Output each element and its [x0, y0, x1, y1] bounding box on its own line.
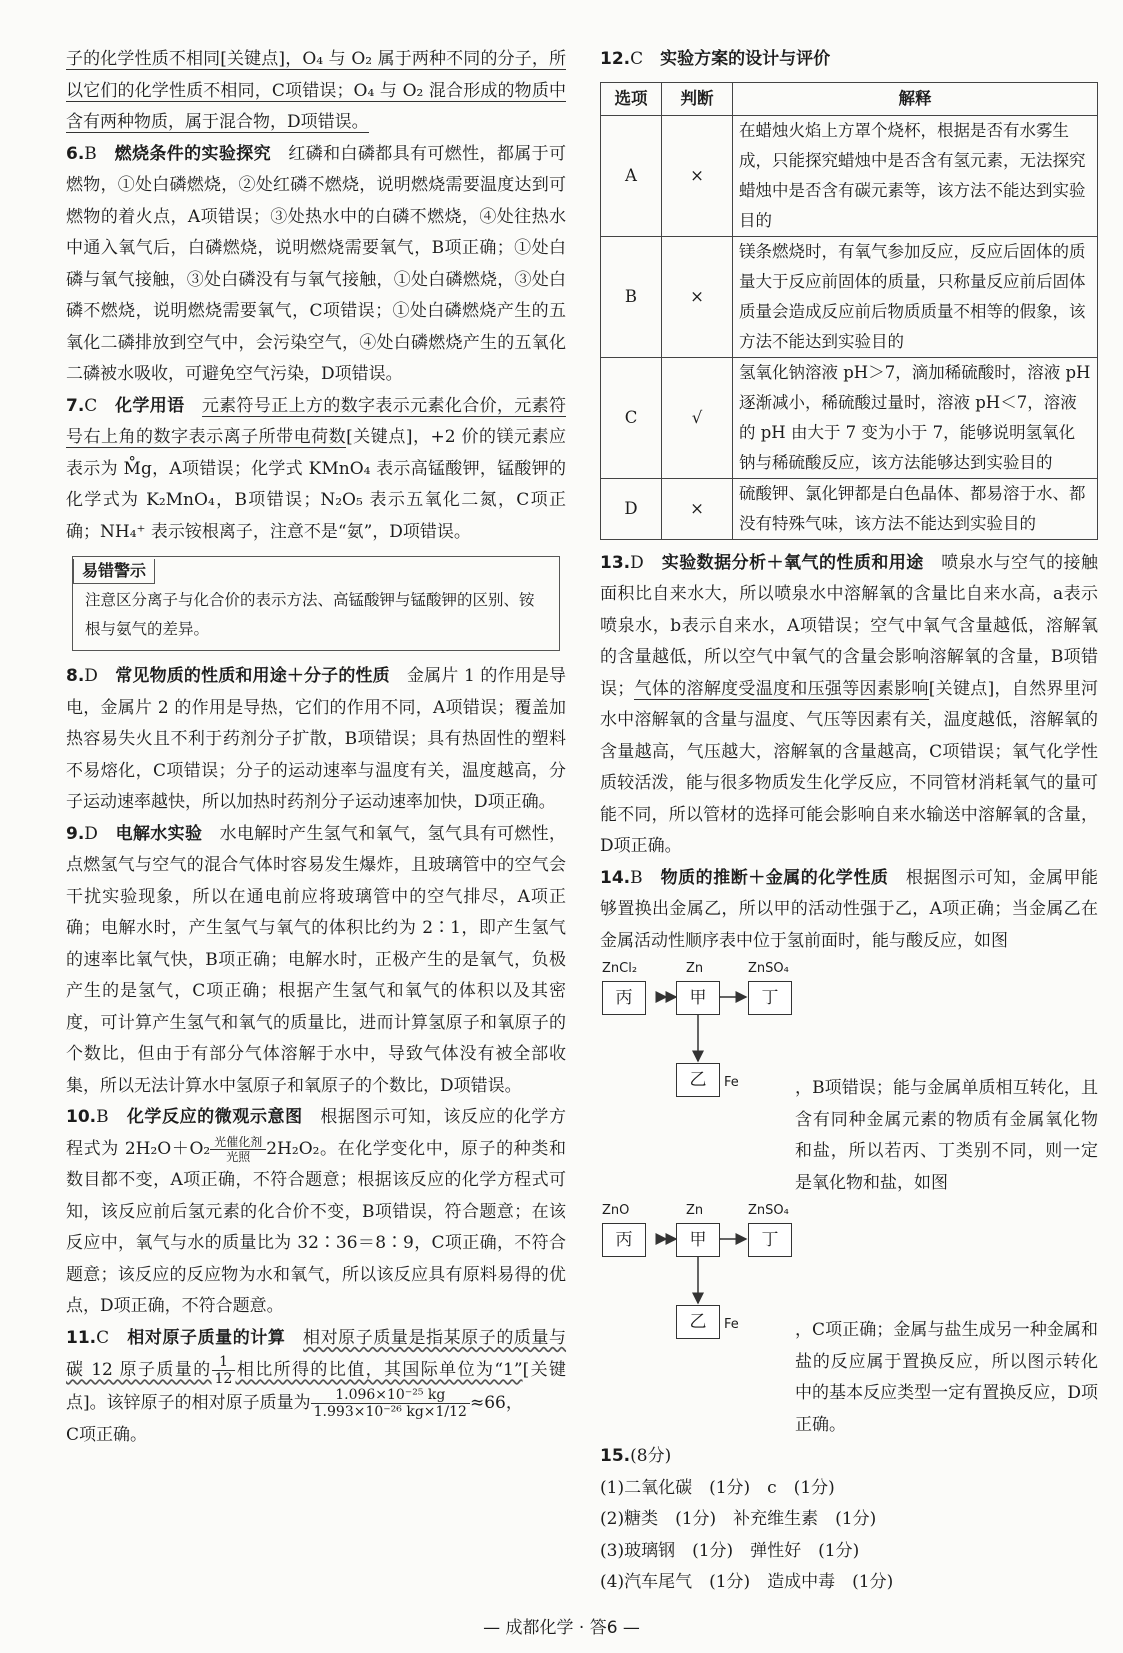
box-bing: 丙: [602, 981, 646, 1015]
warning-head: 易错警示: [73, 559, 155, 584]
row-option: D: [601, 478, 662, 539]
q15-line: (4)汽车尾气 (1分) 造成中毒 (1分): [600, 1572, 894, 1592]
label-yi: Fe: [724, 1075, 739, 1090]
q14-cont-1: ，B项错误；能与金属单质相互转化，且含有同种金属元素的物质有金属氧化物和盐，所以若丙、丁类别不同，则一定是氧化物和盐，如图: [795, 1078, 1098, 1193]
q14-cont-2: ，C项正确；金属与盐生成另一种金属和盐的反应属于置换反应，所以图示转化中的基本反应类型一定有置换反应，D项正确。: [795, 1320, 1098, 1435]
table-row: [601, 478, 1098, 539]
header-judge: 判断: [662, 82, 733, 115]
conversion-diagram-2: [600, 1203, 820, 1353]
conversion-diagram-1: [600, 961, 820, 1111]
row-judge: √: [662, 357, 733, 478]
row-explain: 镁条燃烧时，有氧气参加反应，反应后固体的质量大于反应前固体的质量，只称量反应前后固体质量会造成反应前后物质质量不相等的假象，该方法不能达到实验目的: [733, 236, 1098, 357]
atomic-mass-fraction: $\frac{\text{1.096×10⁻²⁵ kg}}{\text{1.993×10⁻²⁶ kg×1/12}}$: [311, 1387, 470, 1420]
intro-paragraph: 子的化学性质不相同[关键点]，O₄ 与 O₂ 属于两种不同的分子，所以它们的化学性质不相同，C项错误；O₄ 与 O₂ 混合形成的物质中含有两种物质，属于混合物，D项错误。: [66, 49, 566, 132]
q8: 8.D 常见物质的性质和用途＋分子的性质 金属片 1 的作用是导电，金属片 2 的作用是导热，它们的作用不同，A项错误；覆盖加热容易失火且不利于药剂分子扩散，B项错误；具有热固性的塑料不易熔化，C项错误；分子的运动速率与温度有关，温度越高，分子运动速率越快，所以加热时药剂分子运动速率加快，D项正确。: [66, 666, 567, 812]
q11: 11.C 相对原子质量的计算 相对原子质量是指某原子的质量与碳 12 原子质量的 $\frac{1}{12}$ 相比所得的比值，其国际单位为“1”[关键点]。该锌原子的相对原子质量为 $\frac{\text{1.096×10⁻²⁵ kg}}{\text{1.993×10⁻²⁶ kg×1/12}}$ ≈66， C项正确。: [66, 1327, 567, 1445]
box-jia: 甲: [676, 981, 720, 1015]
q15-line: (2)糖类 (1分) 补充维生素 (1分): [600, 1509, 877, 1529]
label-yi: Fe: [724, 1317, 739, 1332]
q15-line: (3)玻璃钢 (1分) 弹性好 (1分): [600, 1540, 860, 1561]
label-jia: Zn: [686, 961, 704, 976]
q15: 15.(8分): [600, 1446, 672, 1466]
reaction-condition: 光催化剂 光照: [210, 1135, 266, 1164]
row-explain: 氢氧化钠溶液 pH＞7，滴加稀硫酸时，溶液 pH 逐渐减小，稀硫酸过量时，溶液 pH＜7，溶液的 pH 由大于 7 变为小于 7，能够说明氢氧化钠与稀硫酸反应，该方法能够达到实验目的: [733, 357, 1098, 478]
table-row: [601, 357, 1098, 478]
table-row: [601, 115, 1098, 236]
box-yi: 乙: [676, 1063, 720, 1097]
label-jia: Zn: [686, 1203, 704, 1218]
q10: 10.B 化学反应的微观示意图 根据图示可知，该反应的化学方程式为 2H₂O＋O₂ 光催化剂 光照 2H₂O₂。在化学变化中，原子的种类和数目都不变，A项正确，不符合题意；根据该反应的化学方程式可知，该反应前后氢元素的化合价不变，B项错误，符合题意；在该反应中，氧气与水的质量比为 32∶36＝8∶9，C项正确，不符合题意；该反应的反应物为水和氧气，所以该反应具有原料易得的优点，D项正确，不符合题意。: [66, 1107, 567, 1316]
label-ding: ZnSO₄: [748, 961, 789, 976]
box-ding: 丁: [748, 981, 792, 1015]
page-footer: — 成都化学 · 答6 —: [483, 1618, 640, 1638]
header-explain: 解释: [733, 82, 1098, 115]
q6: 6.B 燃烧条件的实验探究 红磷和白磷都具有可燃性，都属于可燃物，①处白磷燃烧，②处红磷不燃烧，说明燃烧需要温度达到可燃物的着火点，A项错误；③处热水中的白磷不燃烧，④处往热水中通入氧气后，白磷燃烧，说明燃烧需要氧气，B项正确；①处白磷与氧气接触，③处白磷没有与氧气接触，①处白磷燃烧，③处白磷不燃烧，说明燃烧需要氧气，C项错误；①处白磷燃烧产生的五氧化二磷排放到空气中，会污染空气，④处白磷燃烧产生的五氧化二磷被水吸收，可避免空气污染，D项错误。: [66, 143, 567, 384]
row-explain: 硫酸钾、氯化钾都是白色晶体、都易溶于水、都没有特殊气味，该方法不能达到实验目的: [733, 478, 1098, 539]
q12: 12.C 实验方案的设计与评价: [600, 49, 831, 69]
error-warning-box: [72, 556, 560, 651]
label-bing: ZnO: [602, 1203, 630, 1218]
row-option: B: [601, 236, 662, 357]
row-judge: ×: [662, 115, 733, 236]
q9: 9.D 电解水实验 水电解时产生氢气和氧气，氢气具有可燃性，点燃氢气与空气的混合气体时容易发生爆炸，且玻璃管中的空气会干扰实验现象，所以在通电前应将玻璃管中的空气排尽，A项正确；电解水时，产生氢气与氧气的体积比约为 2∶1，即产生氢气的速率比氧气快，B项正确；电解水时，正极产生的是氧气，负极产生的是氢气，C项正确；根据产生氢气和氧气的体积以及其密度，可计算产生氢气和氧气的质量比，进而计算氢原子和氧原子的个数比，但由于有部分气体溶解于水中，导致气体没有被全部收集，所以无法计算水中氢原子和氧原子的个数比，D项错误。: [66, 823, 567, 1096]
row-judge: ×: [662, 236, 733, 357]
q13: 13.D 实验数据分析＋氧气的性质和用途 喷泉水与空气的接触面积比自来水大，所以喷泉水中溶解氧的含量比自来水高，a表示喷泉水，b表示自来水，A项错误；空气中氧气含量越低，溶解氧的含量越低，所以空气中氧气的含量会影响溶解氧的含量，B项错误；气体的溶解度受温度和压强等因素影响[关键点]，自然界里河水中溶解氧的含量与温度、气压等因素有关，温度越低，溶解氧的含量越高，气压越大，溶解氧的含量越高，C项错误；氧气化学性质较活泼，能与很多物质发生化学反应，不同管材消耗氧气的量可能不同，所以管材的选择可能会影响自来水输送中溶解氧的含量，D项正确。: [600, 552, 1099, 856]
label-bing: ZnCl₂: [602, 961, 638, 976]
warning-text: 注意区分离子与化合价的表示方法、高锰酸钾与锰酸钾的区别、铵根与氨气的差异。: [85, 591, 535, 638]
row-option: A: [601, 115, 662, 236]
label-ding: ZnSO₄: [748, 1203, 789, 1218]
q7: 7.C 化学用语 元素符号正上方的数字表示元素化合价，元素符号右上角的数字表示离子所带电荷数[关键点]，+2 价的镁元素应表示为 M̊g，A项错误；化学式 KMnO₄ 表示高锰酸钾，锰酸钾的化学式为 K₂MnO₄，B项错误；N₂O₅ 表示五氧化二氮，C项正确；NH₄⁺ 表示铵根离子，注意不是“氨”，D项错误。: [66, 395, 567, 542]
box-yi: 乙: [676, 1305, 720, 1339]
evaluation-table: [600, 82, 1098, 540]
right-column: [600, 44, 1098, 1599]
box-ding: 丁: [748, 1223, 792, 1257]
header-option: 选项: [601, 82, 662, 115]
fraction-one-twelfth: $\frac{1}{12}$: [212, 1354, 236, 1387]
left-column: [66, 44, 566, 1452]
table-header-row: [601, 82, 1098, 115]
row-explain: 在蜡烛火焰上方罩个烧杯，根据是否有水雾生成，只能探究蜡烛中是否含有氢元素，无法探究蜡烛中是否含有碳元素等，该方法不能达到实验目的: [733, 115, 1098, 236]
box-jia: 甲: [676, 1223, 720, 1257]
q15-line: (1)二氧化碳 (1分) c (1分): [600, 1477, 835, 1498]
box-bing: 丙: [602, 1223, 646, 1257]
table-row: [601, 236, 1098, 357]
q14: 14.B 物质的推断＋金属的化学性质 根据图示可知，金属甲能够置换出金属乙，所以甲的活动性强于乙，A项正确；当金属乙在金属活动性顺序表中位于氢前面时，能与酸反应，如图: [600, 867, 1099, 951]
row-judge: ×: [662, 478, 733, 539]
row-option: C: [601, 357, 662, 478]
